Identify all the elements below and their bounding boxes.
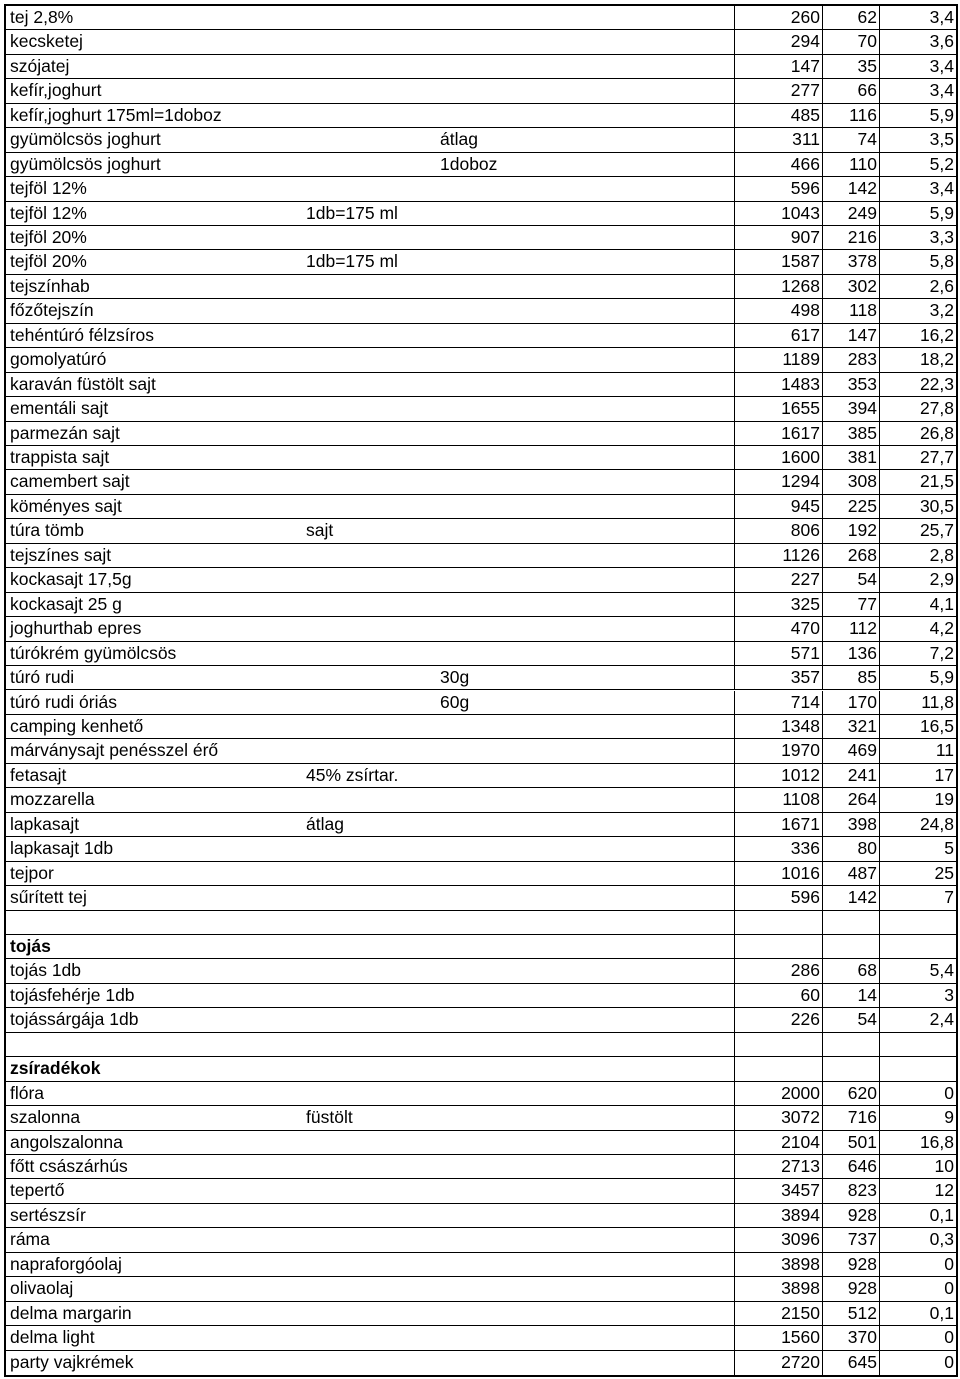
food-name-cell: lapkasajt: [10, 813, 80, 834]
food-name-cell: tejföl 12%: [10, 178, 87, 199]
food-name-cell: delma light: [10, 1327, 95, 1348]
kj-value-cell: 2713: [734, 1155, 822, 1178]
food-name-cell: gyümölcsös joghurt: [10, 153, 161, 174]
kcal-value-cell: 192: [822, 519, 879, 542]
protein-value-cell: 0,3: [879, 1228, 956, 1251]
protein-value-cell: 2,6: [879, 275, 956, 298]
table-row: [6, 470, 956, 494]
protein-value-cell: 3,2: [879, 299, 956, 322]
protein-value-cell: 5,8: [879, 250, 956, 273]
table-row: [6, 837, 956, 861]
kj-value-cell: 1012: [734, 764, 822, 787]
kcal-value-cell: 268: [822, 544, 879, 567]
food-name-cell: főtt császárhús: [10, 1155, 128, 1176]
kcal-value-cell: 928: [822, 1253, 879, 1276]
food-name-cell: kefír,joghurt 175ml=1doboz: [10, 104, 222, 125]
kcal-value-cell: 110: [822, 153, 879, 176]
food-name-cell: túra tömb: [10, 520, 84, 541]
kcal-value-cell: 501: [822, 1131, 879, 1154]
kj-value-cell: 1560: [734, 1326, 822, 1349]
table-row: [6, 593, 956, 617]
protein-value-cell: 18,2: [879, 348, 956, 371]
kcal-value-cell: 928: [822, 1277, 879, 1300]
protein-value-cell: 0: [879, 1326, 956, 1349]
protein-value-cell: 3,4: [879, 177, 956, 200]
protein-value-cell: 4,1: [879, 593, 956, 616]
kj-value-cell: 2000: [734, 1082, 822, 1105]
food-name-cell: tojássárgája 1db: [10, 1009, 139, 1030]
kj-value-cell: 498: [734, 299, 822, 322]
kj-value-cell: 336: [734, 837, 822, 860]
protein-value-cell: 30,5: [879, 495, 956, 518]
kj-value-cell: 466: [734, 153, 822, 176]
food-name-cell: olivaolaj: [10, 1278, 74, 1299]
protein-value-cell: 4,2: [879, 617, 956, 640]
kcal-value-cell: 54: [822, 568, 879, 591]
table-row: [6, 959, 956, 983]
table-row: [6, 691, 956, 715]
food-name-cell: kockasajt 17,5g: [10, 569, 132, 590]
table-row: [6, 642, 956, 666]
kcal-value-cell: 308: [822, 470, 879, 493]
table-row: [6, 202, 956, 226]
table-row: [6, 519, 956, 543]
table-row: [6, 79, 956, 103]
protein-value-cell: 5,9: [879, 666, 956, 689]
kj-value-cell: 596: [734, 886, 822, 909]
protein-value-cell: 11,8: [879, 691, 956, 714]
kcal-value-cell: 241: [822, 764, 879, 787]
protein-value-cell: 19: [879, 788, 956, 811]
protein-value-cell: 3,4: [879, 55, 956, 78]
food-name-cell: tejpor: [10, 862, 54, 883]
kcal-value-cell: 54: [822, 1008, 879, 1031]
kcal-value-cell: 645: [822, 1351, 879, 1375]
food-name-cell: fetasajt: [10, 764, 67, 785]
kcal-value-cell: 394: [822, 397, 879, 420]
table-row: [6, 1008, 956, 1032]
food-name-cell: kecsketej: [10, 31, 83, 52]
kj-value-cell: 1126: [734, 544, 822, 567]
table-row: [6, 1253, 956, 1277]
kcal-value-cell: 35: [822, 55, 879, 78]
food-name-cell: köményes sajt: [10, 495, 122, 516]
protein-value-cell: 24,8: [879, 813, 956, 836]
protein-value-cell: 0: [879, 1253, 956, 1276]
protein-value-cell: 11: [879, 739, 956, 762]
protein-value-cell: 27,7: [879, 446, 956, 469]
protein-value-cell: 3,4: [879, 6, 956, 29]
food-name-cell: márványsajt penésszel érő: [10, 740, 219, 761]
note-cell: 1doboz: [440, 153, 498, 174]
kj-value-cell: 3096: [734, 1228, 822, 1251]
table-row: [6, 544, 956, 568]
kj-value-cell: 2150: [734, 1302, 822, 1325]
protein-value-cell: 16,5: [879, 715, 956, 738]
kcal-value-cell: 823: [822, 1179, 879, 1202]
table-row: [6, 1326, 956, 1350]
protein-value-cell: 2,4: [879, 1008, 956, 1031]
table-row: [6, 1204, 956, 1228]
food-name-cell: tojásfehérje 1db: [10, 984, 135, 1005]
kj-value-cell: [734, 935, 822, 958]
kcal-value-cell: 381: [822, 446, 879, 469]
kj-value-cell: 260: [734, 6, 822, 29]
food-name-cell: szójatej: [10, 55, 70, 76]
protein-value-cell: 26,8: [879, 422, 956, 445]
food-name-cell: tejföl 12%: [10, 202, 87, 223]
protein-value-cell: 10: [879, 1155, 956, 1178]
kj-value-cell: 806: [734, 519, 822, 542]
kcal-value-cell: 142: [822, 177, 879, 200]
table-row: [6, 275, 956, 299]
table-row: [6, 1179, 956, 1203]
kj-value-cell: 1600: [734, 446, 822, 469]
kcal-value-cell: [822, 1033, 879, 1056]
table-row: [6, 250, 956, 274]
note-cell: 60g: [440, 691, 470, 712]
food-name-cell: sertészsír: [10, 1204, 86, 1225]
note-cell: 1db=175 ml: [306, 251, 398, 272]
table-row: [6, 764, 956, 788]
table-row: [6, 739, 956, 763]
protein-value-cell: [879, 935, 956, 958]
kcal-value-cell: [822, 1057, 879, 1080]
table-row: [6, 128, 956, 152]
protein-value-cell: 12: [879, 1179, 956, 1202]
kj-value-cell: 325: [734, 593, 822, 616]
kj-value-cell: 1617: [734, 422, 822, 445]
kcal-value-cell: 283: [822, 348, 879, 371]
kj-value-cell: 485: [734, 104, 822, 127]
kj-value-cell: 1348: [734, 715, 822, 738]
kj-value-cell: 3894: [734, 1204, 822, 1227]
table-row: [6, 446, 956, 470]
kj-value-cell: [734, 1033, 822, 1056]
food-name-cell: tejszínes sajt: [10, 544, 112, 565]
kj-value-cell: 1189: [734, 348, 822, 371]
note-cell: átlag: [306, 813, 344, 834]
blank-row: [6, 1033, 956, 1057]
table-row: [6, 1228, 956, 1252]
table-row: [6, 666, 956, 690]
protein-value-cell: 3,6: [879, 30, 956, 53]
food-name-cell: tojás 1db: [10, 960, 82, 981]
table-row: [6, 1351, 956, 1375]
protein-value-cell: 22,3: [879, 373, 956, 396]
kcal-value-cell: 321: [822, 715, 879, 738]
table-row: [6, 1106, 956, 1130]
kj-value-cell: 3898: [734, 1277, 822, 1300]
kcal-value-cell: 85: [822, 666, 879, 689]
table-row: [6, 1302, 956, 1326]
kcal-value-cell: 487: [822, 862, 879, 885]
kj-value-cell: 1483: [734, 373, 822, 396]
food-name-cell: camping kenhető: [10, 715, 144, 736]
food-name-cell: túró rudi óriás: [10, 691, 117, 712]
table-row: [6, 1155, 956, 1179]
table-row: [6, 177, 956, 201]
food-name-cell: lapkasajt 1db: [10, 838, 114, 859]
food-name-cell: parmezán sajt: [10, 422, 120, 443]
kcal-value-cell: 170: [822, 691, 879, 714]
food-name-cell: tejszínhab: [10, 275, 90, 296]
section-header-row: [6, 1057, 956, 1081]
food-name-cell: túró rudi: [10, 667, 75, 688]
food-name-cell: angolszalonna: [10, 1131, 123, 1152]
food-name-cell: főzőtejszín: [10, 300, 94, 321]
kcal-value-cell: 264: [822, 788, 879, 811]
food-name-cell: túrókrém gyümölcsös: [10, 642, 177, 663]
kj-value-cell: 2104: [734, 1131, 822, 1154]
kj-value-cell: 571: [734, 642, 822, 665]
food-name-cell: ementáli sajt: [10, 398, 109, 419]
kj-value-cell: 277: [734, 79, 822, 102]
food-name-cell: kockasajt 25 g: [10, 593, 122, 614]
food-name-cell: ráma: [10, 1229, 50, 1250]
kj-value-cell: 907: [734, 226, 822, 249]
table-row: [6, 813, 956, 837]
kj-value-cell: [734, 911, 822, 934]
protein-value-cell: 7: [879, 886, 956, 909]
food-name-cell: mozzarella: [10, 789, 95, 810]
kj-value-cell: 3457: [734, 1179, 822, 1202]
protein-value-cell: 3: [879, 984, 956, 1007]
protein-value-cell: 0: [879, 1082, 956, 1105]
table-row: [6, 1131, 956, 1155]
kj-value-cell: 596: [734, 177, 822, 200]
protein-value-cell: 21,5: [879, 470, 956, 493]
food-name-cell: napraforgóolaj: [10, 1253, 122, 1274]
food-name-cell: gomolyatúró: [10, 349, 107, 370]
table-row: [6, 373, 956, 397]
kcal-value-cell: 249: [822, 202, 879, 225]
protein-value-cell: 5: [879, 837, 956, 860]
kcal-value-cell: 112: [822, 617, 879, 640]
food-name-cell: party vajkrémek: [10, 1351, 134, 1372]
kj-value-cell: 3072: [734, 1106, 822, 1129]
protein-value-cell: 0,1: [879, 1302, 956, 1325]
kcal-value-cell: 147: [822, 324, 879, 347]
kcal-value-cell: 620: [822, 1082, 879, 1105]
protein-value-cell: [879, 1033, 956, 1056]
protein-value-cell: 5,9: [879, 202, 956, 225]
protein-value-cell: 5,4: [879, 959, 956, 982]
food-name-cell: tejföl 20%: [10, 251, 87, 272]
kcal-value-cell: 216: [822, 226, 879, 249]
kj-value-cell: 227: [734, 568, 822, 591]
kj-value-cell: 1294: [734, 470, 822, 493]
kj-value-cell: 1671: [734, 813, 822, 836]
kcal-value-cell: [822, 935, 879, 958]
protein-value-cell: 16,2: [879, 324, 956, 347]
table-row: [6, 226, 956, 250]
spreadsheet-table: [4, 4, 958, 1377]
protein-value-cell: 3,3: [879, 226, 956, 249]
table-row: [6, 715, 956, 739]
protein-value-cell: 2,9: [879, 568, 956, 591]
kcal-value-cell: 80: [822, 837, 879, 860]
kcal-value-cell: 136: [822, 642, 879, 665]
protein-value-cell: 25,7: [879, 519, 956, 542]
blank-row: [6, 911, 956, 935]
table-row: [6, 153, 956, 177]
table-row: [6, 495, 956, 519]
kj-value-cell: 617: [734, 324, 822, 347]
food-name-cell: camembert sajt: [10, 471, 130, 492]
table-row: [6, 422, 956, 446]
kcal-value-cell: 928: [822, 1204, 879, 1227]
protein-value-cell: 5,2: [879, 153, 956, 176]
kcal-value-cell: 74: [822, 128, 879, 151]
food-name-cell: flóra: [10, 1082, 45, 1103]
table-row: [6, 984, 956, 1008]
note-cell: átlag: [440, 129, 478, 150]
kcal-value-cell: 77: [822, 593, 879, 616]
kj-value-cell: 1970: [734, 739, 822, 762]
food-name-cell: tehéntúró félzsíros: [10, 324, 154, 345]
protein-value-cell: 3,5: [879, 128, 956, 151]
kj-value-cell: [734, 1057, 822, 1080]
kcal-value-cell: [822, 911, 879, 934]
kj-value-cell: 1268: [734, 275, 822, 298]
protein-value-cell: 17: [879, 764, 956, 787]
food-name-cell: delma margarin: [10, 1302, 132, 1323]
kj-value-cell: 1655: [734, 397, 822, 420]
kj-value-cell: 945: [734, 495, 822, 518]
kcal-value-cell: 370: [822, 1326, 879, 1349]
table-row: [6, 348, 956, 372]
protein-value-cell: 5,9: [879, 104, 956, 127]
kcal-value-cell: 66: [822, 79, 879, 102]
food-name-cell: tejföl 20%: [10, 227, 87, 248]
table-row: [6, 568, 956, 592]
food-name-cell: gyümölcsös joghurt: [10, 129, 161, 150]
table-row: [6, 55, 956, 79]
note-cell: 45% zsírtar.: [306, 764, 399, 785]
note-cell: füstölt: [306, 1107, 353, 1128]
table-row: [6, 104, 956, 128]
section-header-row: [6, 935, 956, 959]
food-name-cell: szalonna: [10, 1107, 81, 1128]
protein-value-cell: 9: [879, 1106, 956, 1129]
kcal-value-cell: 14: [822, 984, 879, 1007]
kcal-value-cell: 378: [822, 250, 879, 273]
food-name-cell: tojás: [10, 935, 51, 956]
kcal-value-cell: 302: [822, 275, 879, 298]
protein-value-cell: 0: [879, 1277, 956, 1300]
protein-value-cell: [879, 1057, 956, 1080]
kj-value-cell: 1043: [734, 202, 822, 225]
kj-value-cell: 1016: [734, 862, 822, 885]
food-name-cell: trappista sajt: [10, 447, 110, 468]
note-cell: 30g: [440, 667, 470, 688]
protein-value-cell: [879, 911, 956, 934]
kj-value-cell: 1108: [734, 788, 822, 811]
food-name-cell: karaván füstölt sajt: [10, 373, 156, 394]
kj-value-cell: 286: [734, 959, 822, 982]
kj-value-cell: 294: [734, 30, 822, 53]
kcal-value-cell: 646: [822, 1155, 879, 1178]
food-name-cell: tepertő: [10, 1180, 65, 1201]
kj-value-cell: 470: [734, 617, 822, 640]
food-name-cell: joghurthab epres: [10, 618, 142, 639]
protein-value-cell: 7,2: [879, 642, 956, 665]
kcal-value-cell: 142: [822, 886, 879, 909]
protein-value-cell: 0: [879, 1351, 956, 1375]
kcal-value-cell: 116: [822, 104, 879, 127]
food-name-cell: tej 2,8%: [10, 7, 74, 27]
protein-value-cell: 0,1: [879, 1204, 956, 1227]
kcal-value-cell: 737: [822, 1228, 879, 1251]
table-row: [6, 6, 956, 30]
kcal-value-cell: 62: [822, 6, 879, 29]
table-row: [6, 1277, 956, 1301]
kcal-value-cell: 68: [822, 959, 879, 982]
table-row: [6, 886, 956, 910]
kcal-value-cell: 118: [822, 299, 879, 322]
kj-value-cell: 147: [734, 55, 822, 78]
kj-value-cell: 2720: [734, 1351, 822, 1375]
protein-value-cell: 3,4: [879, 79, 956, 102]
note-cell: 1db=175 ml: [306, 202, 398, 223]
protein-value-cell: 16,8: [879, 1131, 956, 1154]
kcal-value-cell: 469: [822, 739, 879, 762]
kj-value-cell: 311: [734, 128, 822, 151]
table-row: [6, 30, 956, 54]
kcal-value-cell: 512: [822, 1302, 879, 1325]
table-row: [6, 788, 956, 812]
table-row: [6, 617, 956, 641]
protein-value-cell: 27,8: [879, 397, 956, 420]
kj-value-cell: 3898: [734, 1253, 822, 1276]
kcal-value-cell: 225: [822, 495, 879, 518]
protein-value-cell: 25: [879, 862, 956, 885]
food-name-cell: zsíradékok: [10, 1058, 101, 1079]
table-row: [6, 1082, 956, 1106]
kj-value-cell: 1587: [734, 250, 822, 273]
protein-value-cell: 2,8: [879, 544, 956, 567]
kcal-value-cell: 353: [822, 373, 879, 396]
note-cell: sajt: [306, 520, 334, 541]
table-row: [6, 324, 956, 348]
kcal-value-cell: 398: [822, 813, 879, 836]
table-row: [6, 299, 956, 323]
food-name-cell: sűrített tej: [10, 887, 87, 908]
kj-value-cell: 60: [734, 984, 822, 1007]
table-row: [6, 397, 956, 421]
kj-value-cell: 226: [734, 1008, 822, 1031]
kcal-value-cell: 716: [822, 1106, 879, 1129]
table-row: [6, 862, 956, 886]
kcal-value-cell: 70: [822, 30, 879, 53]
kcal-value-cell: 385: [822, 422, 879, 445]
kj-value-cell: 357: [734, 666, 822, 689]
food-name-cell: kefír,joghurt: [10, 80, 102, 101]
kj-value-cell: 714: [734, 691, 822, 714]
